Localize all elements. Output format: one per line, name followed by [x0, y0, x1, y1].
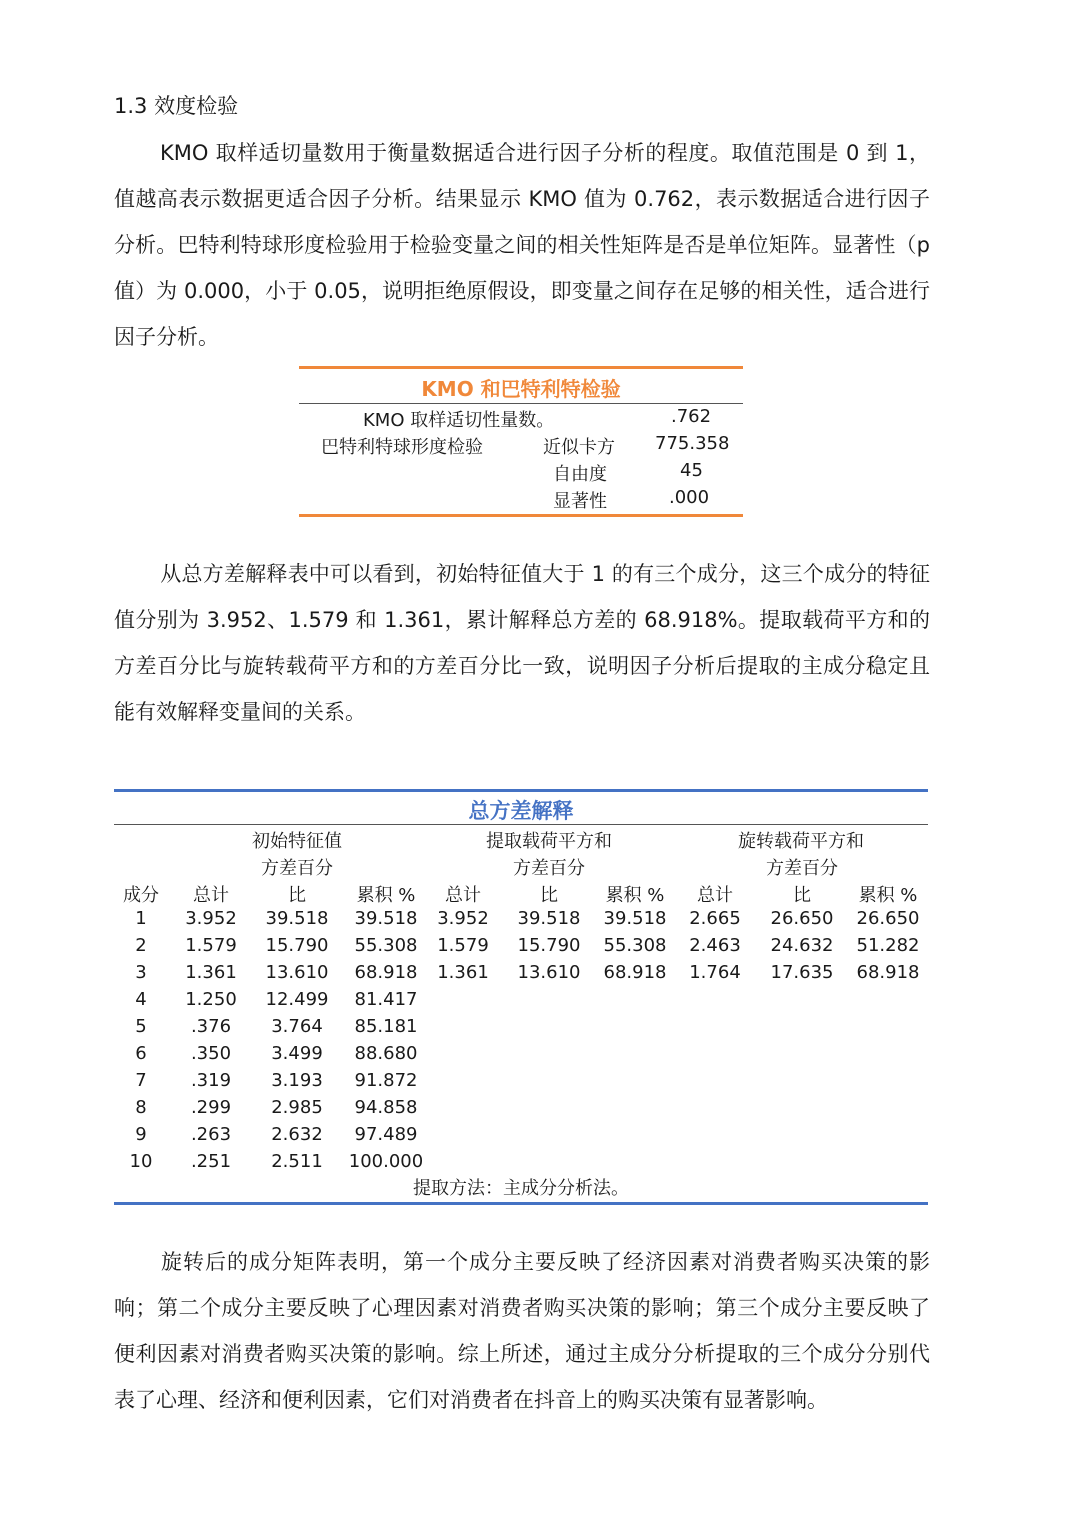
pct-header-line1: 方差百分 [261, 858, 333, 879]
kmo-label: KMO 取样适切性量数。 [363, 410, 555, 431]
cell-cum: 81.417 [354, 989, 418, 1010]
cell-component: 9 [135, 1124, 147, 1145]
col-header-total: 总计 [445, 885, 481, 906]
variance-table [114, 789, 928, 1205]
cell-total: .350 [190, 1043, 232, 1064]
kmo-value: .762 [671, 406, 712, 427]
cell-total: 1.579 [437, 935, 489, 956]
sig-value: .000 [669, 487, 710, 508]
paragraph-rotation: 旋转后的成分矩阵表明，第一个成分主要反映了经济因素对消费者购买决策的影响；第二个成分主要反映了心理因素对消费者购买决策的影响；第三个成分主要反映了便利因素对消费者购买决策的影响。综上所述，通过主成分分析提取的三个成分分别代表了心理、经济和便利因素，它们对消费者在抖音上的购买决策有显著影响。 [114, 1250, 930, 1412]
cell-cum: 94.858 [354, 1097, 418, 1118]
cell-pct: 2.632 [271, 1124, 323, 1145]
cell-cum: 68.918 [354, 962, 418, 983]
col-header-pct: 比 [793, 885, 811, 906]
cell-total: 1.361 [437, 962, 489, 983]
cell-pct: 26.650 [770, 908, 834, 929]
col-header-component: 成分 [123, 885, 159, 906]
cell-component: 1 [135, 908, 147, 929]
chi-square-value: 775.358 [655, 433, 730, 454]
variance-table-title: 总方差解释 [468, 799, 574, 823]
cell-cum: 55.308 [354, 935, 418, 956]
cell-total: .319 [190, 1070, 232, 1091]
cell-total: 1.250 [185, 989, 237, 1010]
cell-cum: 51.282 [856, 935, 920, 956]
col-header-cum: 累积 % [605, 885, 665, 906]
cell-total: .263 [190, 1124, 232, 1145]
cell-total: 1.361 [185, 962, 237, 983]
cell-cum: 91.872 [354, 1070, 418, 1091]
cell-total: 1.764 [689, 962, 741, 983]
cell-total: .251 [190, 1151, 232, 1172]
cell-total: 2.463 [689, 935, 741, 956]
df-label: 自由度 [553, 464, 607, 485]
cell-pct: 15.790 [517, 935, 581, 956]
cell-pct: 2.511 [271, 1151, 323, 1172]
chi-square-label: 近似卡方 [543, 437, 615, 458]
group-header-rotation: 旋转载荷平方和 [738, 831, 864, 852]
cell-total: 1.579 [185, 935, 237, 956]
cell-component: 2 [135, 935, 147, 956]
pct-header-line1: 方差百分 [766, 858, 838, 879]
cell-pct: 3.764 [271, 1016, 323, 1037]
cell-pct: 2.985 [271, 1097, 323, 1118]
cell-total: 3.952 [437, 908, 489, 929]
group-header-extraction: 提取载荷平方和 [486, 831, 612, 852]
cell-cum: 97.489 [354, 1124, 418, 1145]
cell-pct: 12.499 [265, 989, 329, 1010]
cell-total: .299 [190, 1097, 232, 1118]
cell-cum: 39.518 [354, 908, 418, 929]
group-header-initial: 初始特征值 [252, 831, 342, 852]
bartlett-label: 巴特利特球形度检验 [321, 437, 483, 458]
cell-pct: 13.610 [517, 962, 581, 983]
extraction-method-note: 提取方法：主成分分析法。 [413, 1178, 629, 1199]
sig-label: 显著性 [553, 491, 607, 512]
cell-cum: 88.680 [354, 1043, 418, 1064]
cell-total: 3.952 [185, 908, 237, 929]
cell-cum: 100.000 [348, 1151, 424, 1172]
cell-cum: 68.918 [856, 962, 920, 983]
cell-cum: 85.181 [354, 1016, 418, 1037]
kmo-table [299, 366, 743, 517]
section-heading: 1.3 效度检验 [114, 94, 239, 118]
kmo-table-title: KMO 和巴特利特检验 [421, 377, 621, 401]
cell-pct: 15.790 [265, 935, 329, 956]
pct-header-line1: 方差百分 [513, 858, 585, 879]
cell-pct: 24.632 [770, 935, 834, 956]
col-header-cum: 累积 % [858, 885, 918, 906]
cell-pct: 17.635 [770, 962, 834, 983]
cell-cum: 39.518 [603, 908, 667, 929]
cell-pct: 3.499 [271, 1043, 323, 1064]
cell-component: 8 [135, 1097, 147, 1118]
cell-pct: 13.610 [265, 962, 329, 983]
col-header-cum: 累积 % [356, 885, 416, 906]
cell-component: 5 [135, 1016, 147, 1037]
paragraph-variance: 从总方差解释表中可以看到，初始特征值大于 1 的有三个成分，这三个成分的特征值分别为 3.952、1.579 和 1.361，累计解释总方差的 68.918%。提取载荷平方和的方差百分比与旋转载荷平方和的方差百分比一致，说明因子分析后提取的主成分稳定且能有效解释变量间的关系。 [114, 562, 930, 724]
col-header-pct: 比 [288, 885, 306, 906]
col-header-total: 总计 [193, 885, 229, 906]
col-header-total: 总计 [697, 885, 733, 906]
paragraph-kmo: KMO 取样适切量数用于衡量数据适合进行因子分析的程度。取值范围是 0 到 1，值越高表示数据更适合因子分析。结果显示 KMO 值为 0.762，表示数据适合进行因子分析。巴特利特球形度检验用于检验变量之间的相关性矩阵是否是单位矩阵。显著性（p 值）为 0.000，小于 0.05，说明拒绝原假设，即变量之间存在足够的相关性，适合进行因子分析。 [114, 141, 930, 349]
cell-total: .376 [190, 1016, 232, 1037]
cell-component: 7 [135, 1070, 147, 1091]
cell-component: 3 [135, 962, 147, 983]
cell-pct: 39.518 [517, 908, 581, 929]
col-header-pct: 比 [540, 885, 558, 906]
cell-pct: 39.518 [265, 908, 329, 929]
cell-cum: 26.650 [856, 908, 920, 929]
cell-total: 2.665 [689, 908, 741, 929]
cell-component: 10 [129, 1151, 153, 1172]
kmo-title-rule [299, 403, 743, 404]
cell-component: 6 [135, 1043, 147, 1064]
cell-cum: 68.918 [603, 962, 667, 983]
df-value: 45 [680, 460, 703, 481]
cell-pct: 3.193 [271, 1070, 323, 1091]
cell-cum: 55.308 [603, 935, 667, 956]
variance-title-rule [114, 824, 928, 825]
cell-component: 4 [135, 989, 147, 1010]
